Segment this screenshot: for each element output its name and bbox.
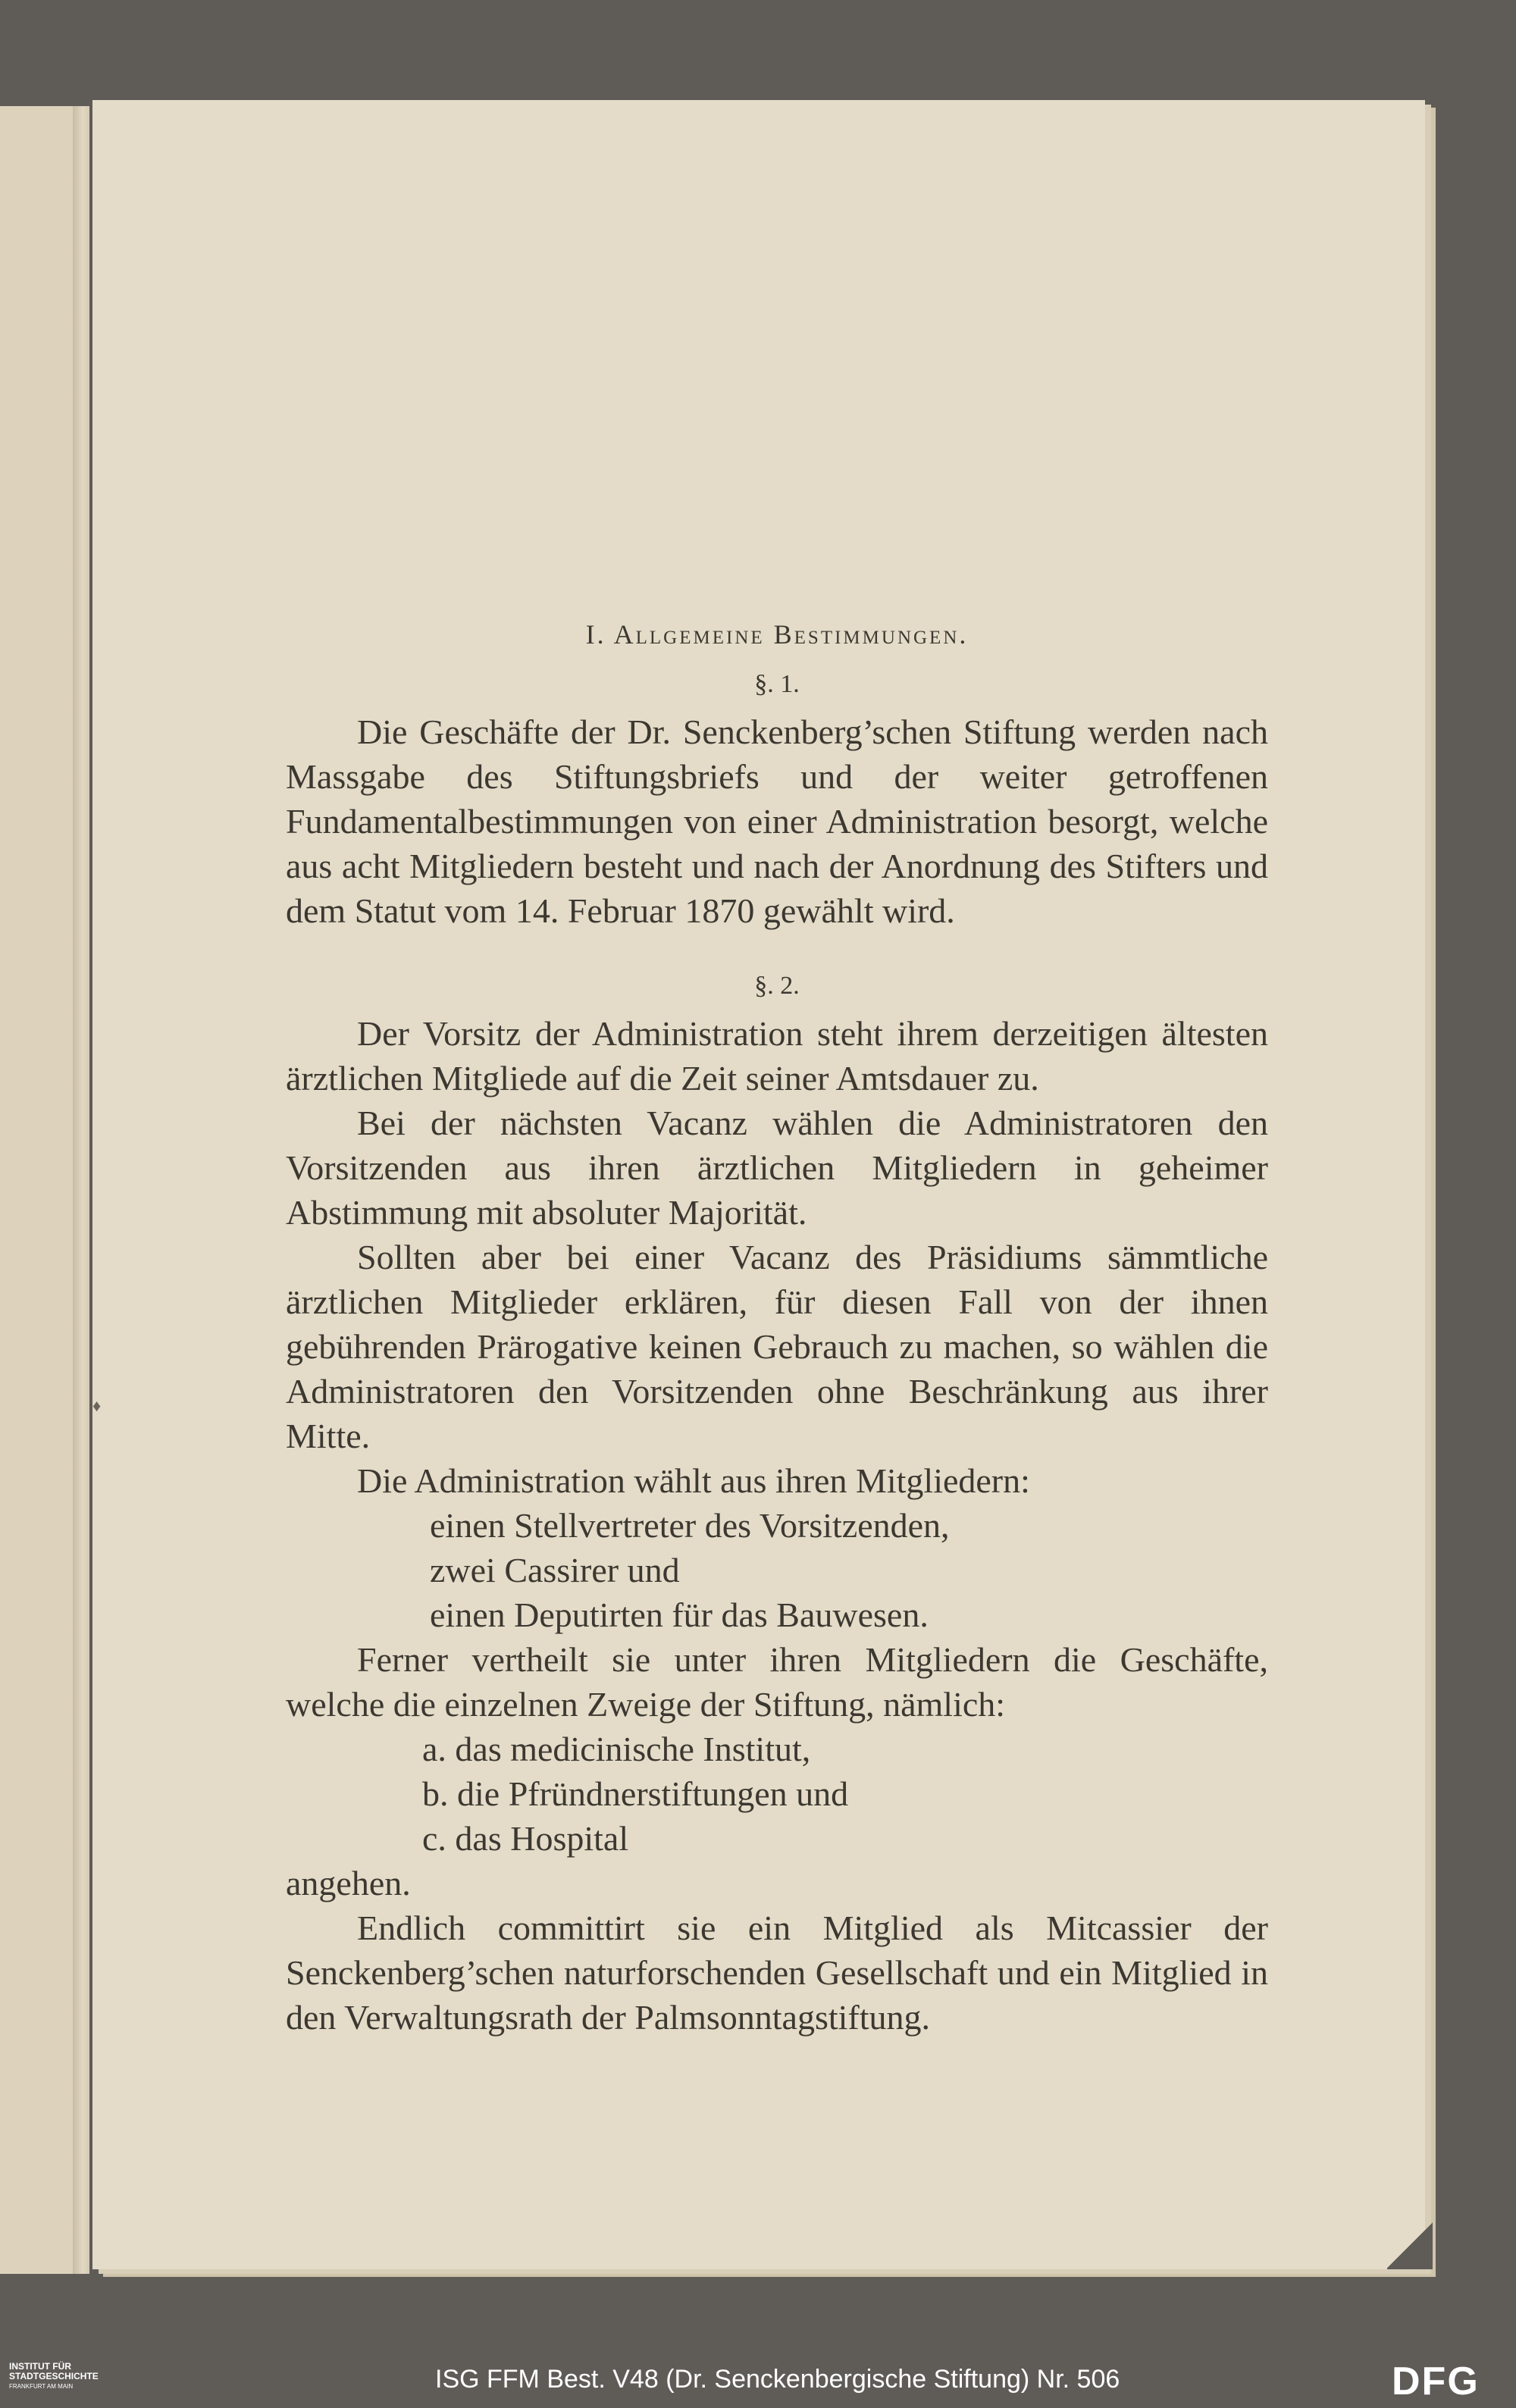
paragraph-1-text: Die Geschäfte der Dr. Senckenberg’schen Stiftung werden nach Massgabe des Stiftungsbriefs und der weiter getroffenen Fundamentalbestimmungen von einer Administration besorgt, welche aus acht Mitgliedern besteht und nach der Anordnung des Stifters und dem Statut vom 14. Februar 1870 gewählt wird. [286,712,1268,930]
footer-caption: ISG FFM Best. V48 (Dr. Senckenbergische Stiftung) Nr. 506 [435,2365,1120,2394]
folded-corner [1387,2221,1433,2269]
branch-list-item: a. das medicinische Institut, [422,1730,811,1768]
paragraph-2-text-2: Bei der nächsten Vacanz wählen die Administratoren den Vorsitzenden aus ihren ärztlichen Mitgliedern in geheimer Abstimmung mit absoluter Majorität. [286,1104,1268,1232]
paragraph-2-text-4: Die Administration wählt aus ihren Mitgliedern: [357,1461,1030,1500]
document-text [286,584,1268,2040]
institute-logo-line: FRANKFURT AM MAIN [9,2383,74,2390]
paragraph-2-text-5: Ferner vertheilt sie unter ihren Mitgliedern die Geschäfte, welche die einzelnen Zweige der Stiftung, nämlich: [286,1640,1268,1724]
paragraph-2-text-6: Endlich committirt sie ein Mitglied als Mitcassier der Senckenberg’schen naturforschenden Gesellschaft und ein Mitglied in den Verwaltungsrath der Palmsonntagstiftung. [286,1909,1268,2037]
officer-list-item: einen Deputirten für das Bauwesen. [430,1595,929,1634]
footer-bar [0,2351,1516,2408]
paragraph-2-text-3: Sollten aber bei einer Vacanz des Präsidiums sämmtliche ärztlichen Mitglieder erklären, für diesen Fall von der ihnen gebührenden Prärogative keinen Gebrauch zu machen, so wählen die Administratoren den Vorsitzenden ohne Beschränkung aus ihrer Mitte. [286,1238,1268,1455]
institute-logo-line: STADTGESCHICHTE [9,2371,99,2381]
section-heading: I. Allgemeine Bestimmungen. [585,619,969,650]
officer-list-item: zwei Cassirer und [430,1551,680,1589]
paragraph-number-1: §. 1. [754,670,800,698]
institute-logo-line: INSTITUT FÜR [9,2361,71,2372]
left-page-edge [73,106,89,2274]
paragraph-2-text-1: Der Vorsitz der Administration steht ihrem derzeitigen ältesten ärztlichen Mitgliede auf die Zeit seiner Amtsdauer zu. [286,1014,1268,1098]
institute-logo [9,2362,99,2391]
list-continuation: angehen. [286,1864,411,1902]
officer-list-item: einen Stellvertreter des Vorsitzenden, [430,1506,950,1545]
margin-mark: ♦ [92,1396,102,1415]
branch-list-item: b. die Pfründnerstiftungen und [422,1774,849,1813]
branch-list-item: c. das Hospital [422,1819,629,1858]
paragraph-number-2: §. 2. [754,972,800,1000]
dfg-logo: DFG [1392,2359,1480,2403]
